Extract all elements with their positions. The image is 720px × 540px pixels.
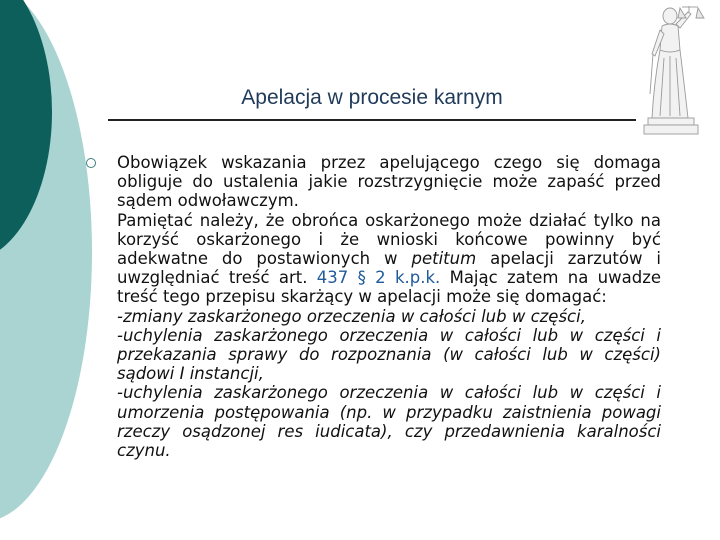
slide-title: Apelacja w procesie karnym bbox=[241, 86, 503, 109]
paragraph-2-middle: apelacji zarzutów i uwzględniać treść art. bbox=[117, 249, 661, 288]
paragraph-2 bbox=[117, 211, 661, 307]
paragraph-2-start: Pamiętać należy, że obrońca oskarżonego może działać tylko na korzyść oskarżonego i że wnioski końcowe powinny być adekwatne do postawionych w bbox=[117, 210, 661, 269]
justice-statue-icon bbox=[640, 2, 708, 137]
article-reference-link[interactable]: 437 § 2 k.p.k. bbox=[316, 268, 441, 288]
left-decorative-shapes bbox=[0, 0, 120, 540]
petitum-term: petitum bbox=[411, 249, 477, 269]
list-item-3: -uchylenia zaskarżonego orzeczenia w całości lub w części i umorzenia postępowania (np. w przypadku zaistnienia powagi rzeczy osądzonej res iudicata), czy przedawnienia karalności czynu. bbox=[117, 383, 661, 461]
list-item-2: -uchylenia zaskarżonego orzeczenia w całości lub w części i przekazania sprawy do rozpoznania (w całości lub w części) sądowi I instancji, bbox=[117, 325, 661, 384]
hollow-circle-bullet-icon bbox=[86, 158, 96, 168]
paragraph-1: Obowiązek wskazania przez apelującego czego się domaga obliguje do ustalenia jakie rozstrzygnięcie może zapaść przed sądem odwoławczym. bbox=[117, 153, 661, 211]
list-item-1: -zmiany zaskarżonego orzeczenia w całości lub w części, bbox=[117, 306, 586, 326]
title-underline bbox=[108, 119, 636, 121]
paragraph-2-end: Mając zatem na uwadze treść tego przepisu skarżący w apelacji może się domagać: bbox=[117, 268, 662, 307]
slide-body-text bbox=[117, 153, 661, 460]
